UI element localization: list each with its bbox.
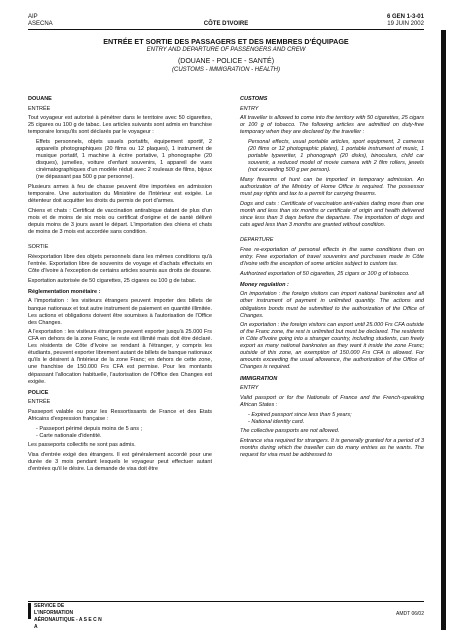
subheading-reglementation: Réglementation monétaire :: [28, 288, 101, 295]
paragraph: Entrance visa required for strangers. It is generally granted for a period of 3 months during which the traveller can do many entries as he wants. The request for visa must be addressed to: [240, 437, 424, 458]
paragraph: Exportation autorisée de 50 cigarettes, 25 cigares ou 100 g de tabac.: [28, 277, 197, 284]
paragraph: Chiens et chats : Certificat de vaccination antirabique datant de plus d'un mois et de moins de six mois ou certificat d'origine et de santé délivré depuis moins de 3 jours avant le départ. L'importation des chiens et chats de moins de 3 mois est accordée sans condition.: [28, 207, 212, 235]
list-item: - Expired passport since less than 5 years;: [248, 411, 352, 418]
title-block: [28, 37, 424, 74]
header-aip: AIP: [28, 14, 38, 20]
paragraph: On importation : the foreign visitors can import national banknotes and all other instrument of payment in unlimited quantity. The actions and obligations bonds must be submitted to the authorization of the Office of Changes.: [240, 291, 424, 319]
paragraph: On exportation : the foreign visitors can export until 25.000 Frs CFA outside of the Franc zone, the rest is unlimited but must be declared. The residents in Côte d'Ivoire going into a stranger country, including students, can freely export as many national banknotes as they want it inside the zone Franc; outside of this zone, an exemption of 150.000 Frs CFA is allowed. For amounts exceeding the usual allowance, the authorization of the Office of Changes is required.: [240, 322, 424, 371]
english-column: [240, 92, 424, 462]
section-heading-police: POLICE: [28, 389, 49, 396]
paragraph: Passeport valable ou pour les Ressortissants de France et des Etats Africains d'expression française :: [28, 408, 212, 422]
paragraph: The collective passports are not allowed.: [240, 428, 340, 435]
header-page-ref: 6 GEN 1-3-01: [386, 14, 424, 20]
paragraph: Réexportation libre des objets personnels dans les mêmes conditions qu'à l'entrée. Exportation libre de souvenirs de voyage et d'achats effectués en Côte d'Ivoire à l'exception de certains articles soumis aux droits de douane.: [28, 254, 212, 275]
list-item: - Passeport périmé depuis moins de 5 ans ;: [36, 425, 143, 432]
subtitle-fr: (DOUANE - POLICE - SANTÉ): [177, 58, 275, 65]
subheading-entree: ENTRÉE: [28, 105, 51, 112]
list-item: - National identity card.: [248, 418, 305, 425]
paragraph: Visa d'entrée exigé des étrangers. Il est généralement accordé pour une durée de 3 mois pendant lesquels le voyageur peut effectuer autant d'entrées qu'il le désire. La demande de visa doit être: [28, 451, 212, 473]
margin-bar: [441, 30, 446, 630]
subtitle-en: (CUSTOMS - IMMIGRATION - HEALTH): [172, 67, 280, 73]
header-country: CÔTE D'IVOIRE: [203, 21, 249, 27]
subheading-sortie: SORTIE: [28, 244, 49, 251]
paragraph-indented: Effets personnels, objets usuels portatifs, équipement sportif, 2 appareils photographiques (20 films ou 12 plaques), 1 instrument de musique portatif, 1 machine à écrire portative, 1 phonographe (20 disques), jumelles, voiture d'enfant souvenirs, 1 appareil de vues cinématographiques d'un modèle réduit avec 2 rouleaux de films, bijoux (ne dépassant pas 500 g par personne).: [36, 139, 212, 181]
section-heading-douane: DOUANE: [28, 96, 52, 102]
paragraph: All traveller is allowed to come into the territory with 50 cigarettes, 25 cigars or 100 g of tobacco. The following articles are admitted on duty-free temporary when they are declared by the traveller :: [240, 115, 424, 136]
paragraph-indented: Personal effects, usual portable articles, sport equipment, 2 cameras (20 films or 12 photographic plates), 1 portable instrument of music, 1 portable typewriter, 1 phonograph (20 disks), binoculars, child car souvenir, a reduced model of movie camera with 2 film rollers, jewels (not exceeding 500 g per person).: [248, 139, 424, 174]
footer-amendment: AMDT 06/02: [396, 611, 424, 617]
french-column: [28, 92, 212, 476]
section-heading-customs: CUSTOMS: [240, 96, 268, 102]
paragraph: Authorized exportation of 50 cigarettes, 25 cigars or 100 g of tobacco.: [240, 270, 410, 277]
subheading-entree: ENTRÉE: [28, 399, 51, 406]
footer-rule: [28, 601, 424, 602]
header-rule: [28, 29, 424, 30]
paragraph: Plusieurs armes à feu de chasse peuvent être importées en admission temporaire. Une autorisation du Ministère de l'Intérieur est exigée. Le détenteur doit acquitter les droits du permis de port d'armes.: [28, 183, 212, 204]
title-fr: ENTRÉE ET SORTIE DES PASSAGERS ET DES MEMBRES D'ÉQUIPAGE: [103, 37, 349, 46]
subheading-entry: ENTRY: [240, 385, 259, 392]
paragraph: Valid passport or for the Nationals of France and the French-speaking African States :: [240, 394, 424, 408]
footer-publisher-line1: SERVICE DE L'INFORMATION: [34, 603, 74, 616]
paragraph: Dogs and cats : Certificate of vaccination anti-rabies dating more than one month and less than six months or certificate of origin and health delivered since less than 3 days before the departure. The importation of dogs and cats aged less than 3 months are granted without condition.: [240, 200, 424, 228]
paragraph: Free re-exportation of personal effects in the same conditions than on entry. Free exportation of travel souvenirs and purchases made in Côte d'Ivoire with the exception of some articles subject to custom tax.: [240, 247, 424, 268]
paragraph: A l'exportation : les visiteurs étrangers peuvent exporter jusqu'à 25.000 Frs CFA en dehors de la zone Franc, le reste est illimité mais doit être déclaré. Les résidents de Côte d'Ivoire se rendant à l'étranger, y compris les étudiants, peuvent exporter librement autant de billets de banque nationaux qu'ils le désirent à l'intérieur de la zone Franc; en dehors de cette zone, une franchise de 150.000 Frs CFA est permise. Pour les montants dépassant l'allocation habituelle, l'autorisation de l'Office des Changes est exigée.: [28, 329, 212, 385]
title-en: ENTRY AND DEPARTURE OF PASSENGERS AND CREW: [146, 47, 306, 53]
paragraph: Many firearms of hunt can be imported in temporary admission. An authorization of the Ministry of Home Office is required. The possessor must pay rights and tax to a permit for carrying firearms.: [240, 176, 424, 197]
header-agency: ASECNA: [28, 21, 53, 27]
footer-publisher: [28, 603, 102, 630]
footer-publisher-line2: AÉRONAUTIQUE - A S E C N A: [34, 617, 102, 630]
subheading-departure: DEPARTURE: [240, 237, 274, 244]
paragraph: Les passeports collectifs ne sont pas admis.: [28, 442, 136, 449]
header-date: 19 JUIN 2002: [387, 21, 424, 27]
list-item: - Carte nationale d'identité.: [36, 432, 102, 439]
paragraph: Tout voyageur est autorisé à pénétrer dans le territoire avec 50 cigarettes, 25 cigares ou 100 g de tabac. Les articles suivants sont admis en franchise temporaire lorsqu'ils sont déclarés par le voyageur :: [28, 115, 212, 136]
paragraph: A l'importation : les visiteurs étrangers peuvent importer des billets de banque nationaux et tout autre instrument de paiement en quantité illimitée. Les actions et obligations doivent être soumises à l'autorisation de l'Office des Changes.: [28, 298, 212, 326]
subheading-entry: ENTRY: [240, 105, 259, 112]
subheading-money-regulation: Money regulation :: [240, 281, 289, 288]
section-heading-immigration: IMMIGRATION: [240, 375, 278, 382]
